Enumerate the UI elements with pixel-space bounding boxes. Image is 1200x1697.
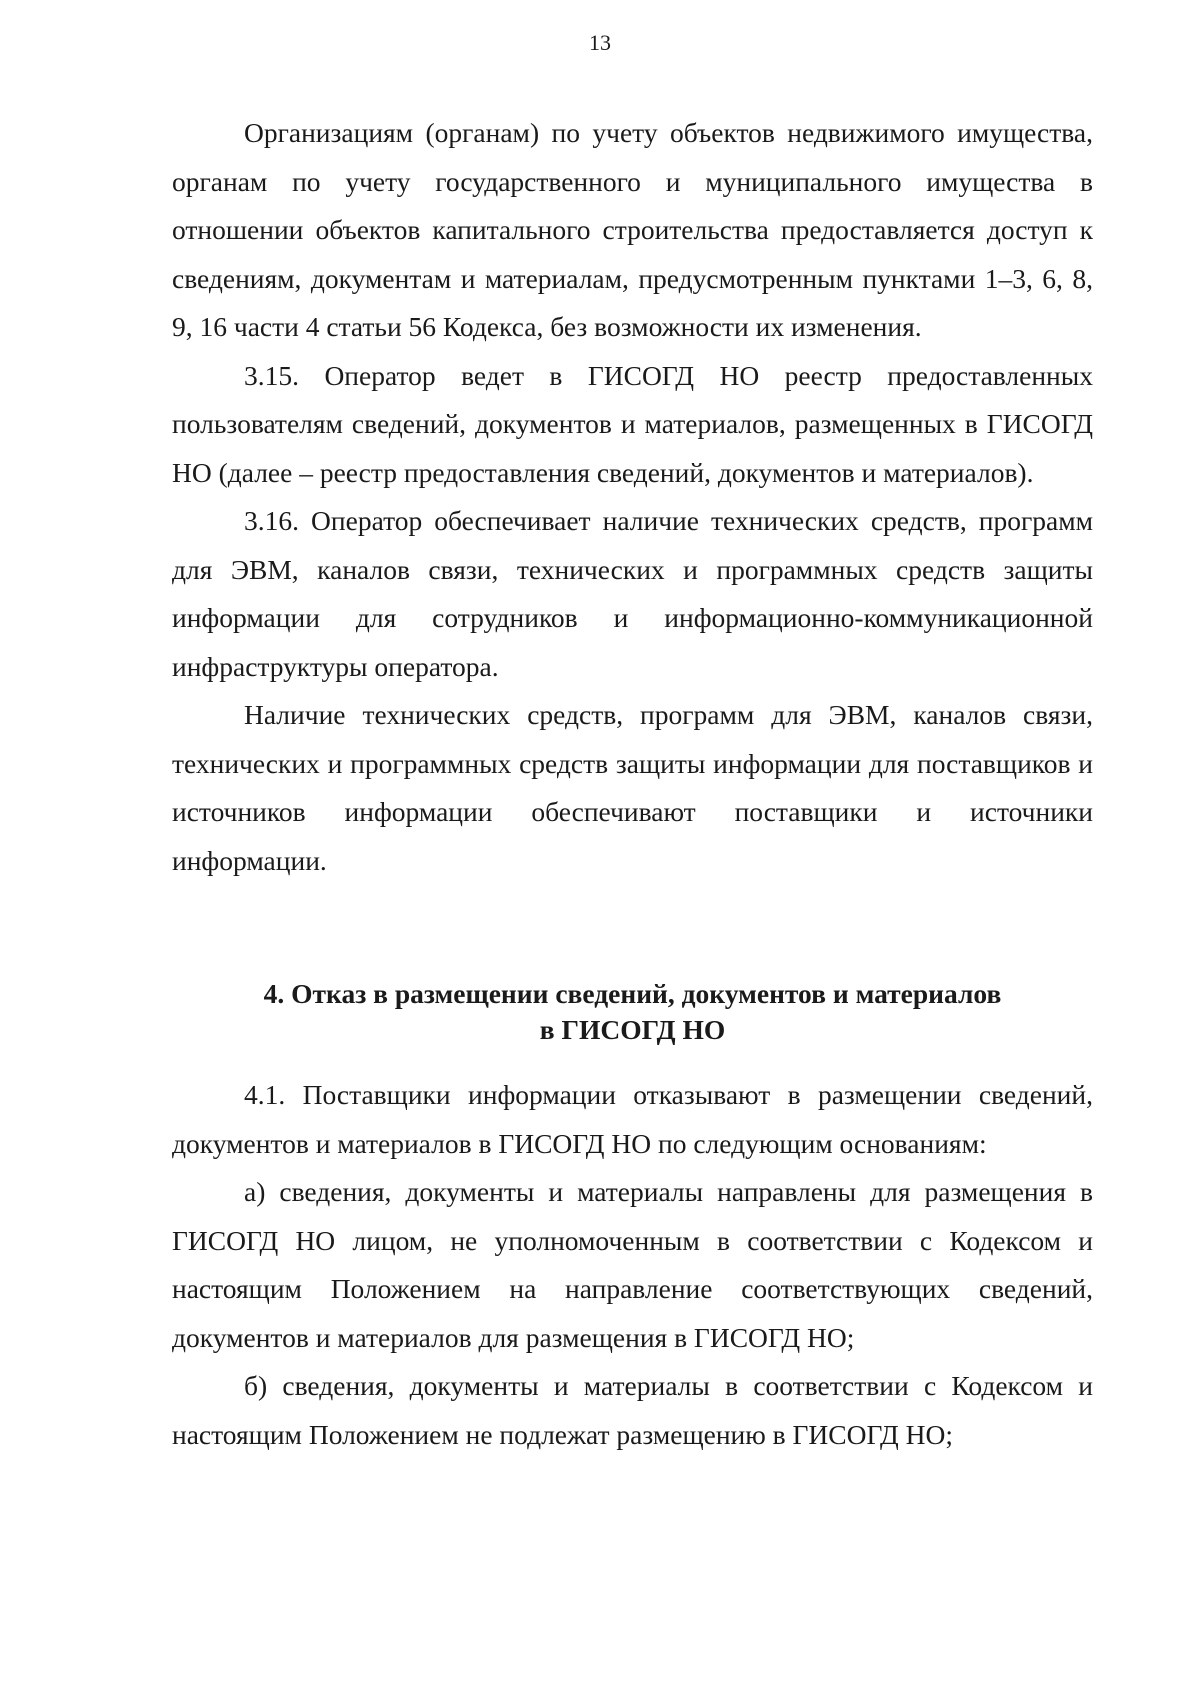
section-4-heading-line-2: в ГИСОГД НО [539, 1014, 726, 1045]
paragraph-access-organizations: Организациям (органам) по учету объектов недвижимого имущества, органам по учету государственного и муниципального имущества в отношении объектов капитального строительства предоставляется доступ к сведениям, документам и материалам, предусмотренным пунктами 1–3, 6, 8, 9, 16 части 4 статьи 56 Кодекса, без возможности их изменения. [172, 117, 1093, 342]
section-4-heading-line-1: 4. Отказ в размещении сведений, документов и материалов [263, 978, 1002, 1009]
section-3-text [172, 109, 1093, 885]
paragraph-suppliers-means: Наличие технических средств, программ для ЭВМ, каналов связи, технических и программных средств защиты информации для поставщиков и источников информации обеспечивают поставщики и источники информации. [172, 699, 1093, 876]
paragraph-4-1-a: а) сведения, документы и материалы направлены для размещения в ГИСОГД НО лицом, не уполномоченным в соответствии с Кодексом и настоящим Положением на направление соответствующих сведений, документов и материалов для размещения в ГИСОГД НО; [172, 1176, 1093, 1353]
paragraph-4-1: 4.1. Поставщики информации отказывают в размещении сведений, документов и материалов в ГИСОГД НО по следующим основаниям: [172, 1079, 1093, 1159]
section-4-heading [172, 976, 1093, 1048]
page-number: 13 [589, 30, 611, 55]
section-4-text [172, 1071, 1093, 1459]
paragraph-3-16: 3.16. Оператор обеспечивает наличие технических средств, программ для ЭВМ, каналов связи, технических и программных средств защиты информации для сотрудников и информационно-коммуникационной инфраструктуры оператора. [172, 505, 1093, 682]
paragraph-4-1-b: б) сведения, документы и материалы в соответствии с Кодексом и настоящим Положением не подлежат размещению в ГИСОГД НО; [172, 1370, 1093, 1450]
paragraph-3-15: 3.15. Оператор ведет в ГИСОГД НО реестр предоставленных пользователям сведений, документов и материалов, размещенных в ГИСОГД НО (далее – реестр предоставления сведений, документов и материалов). [172, 359, 1093, 488]
